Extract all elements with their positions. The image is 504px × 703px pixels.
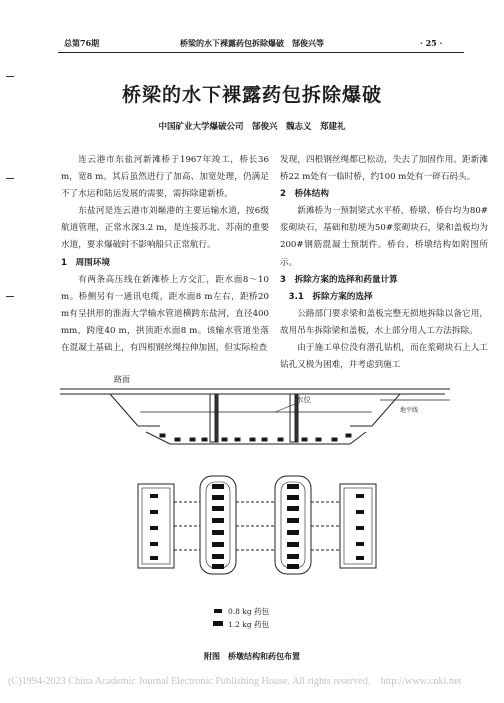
- margin-mark: [6, 76, 14, 77]
- copyright-footer: (C)1994-2023 China Academic Journal Electronic Publishing House. All rights reserved. http://www.cnki.net: [8, 676, 462, 687]
- section-heading: 1 周围环境: [61, 257, 110, 268]
- plan-pier-2: [275, 476, 311, 574]
- section-heading: 3.1 拆除方案的选择: [288, 291, 373, 302]
- section-heading: 3 拆除方案的选择和药量计算: [280, 274, 398, 285]
- margin-mark: [6, 178, 14, 179]
- large-charge-icon: [213, 621, 223, 626]
- figure-caption: 附图 桥墩结构和药包布置: [204, 651, 300, 661]
- article-authors: 中国矿业大学爆破公司 郜俊兴 魏志义 郑建礼: [158, 122, 346, 132]
- left-column: [61, 152, 269, 357]
- paragraph: 有两条高压线在新滩桥上方交汇，距水面8～10 m。桥侧另有一通讯电缆，距水面8 m左右，距桥20 m有呈拱形的淮海大学输水管道横跨东盐河，直径400 mm，跨度40 m，拱顶距水面8 m。该输水管道坐落在混凝土基础上，有四根钢丝绳拉伸加固，但实际检查: [61, 274, 269, 354]
- header-running-title: 桥梁的水下裸露药包拆除爆破 郜俊兴等: [180, 38, 324, 48]
- paragraph: 新滩桥为一预制梁式水平桥，桥墩、桥台均为80#浆砌块石，基础和肋埂为50#浆砌块石，梁和盖板均为200#钢筋混凝土预制件。桥台、桥墩结构如附图所示。: [280, 206, 488, 268]
- header-page-number: · 25 ·: [420, 38, 443, 48]
- section-heading: 2 桥体结构: [280, 189, 329, 200]
- legend: [213, 606, 270, 629]
- article-title: 桥梁的水下裸露药包拆除爆破: [121, 84, 382, 106]
- header-rule: [58, 52, 464, 53]
- plan-pier-1: [200, 476, 236, 574]
- margin-mark: [6, 296, 14, 297]
- left-abutment-slope: [60, 394, 160, 426]
- right-column: [280, 152, 488, 374]
- paragraph: 东盐河是连云港市刘巅港的主要运输水道，按6级航道管理，正常水深3.2 m，是连接苏北、苏南的重要水道，要求爆破时不影响船只正常航行。: [61, 206, 269, 251]
- paragraph: 连云港市东盐河新滩桥于1967年竣工，桥长36 m，宽8 m。其后虽然进行了加高、加宽处理，仍满足不了水运和陆运发展的需要，需拆除建新桥。: [61, 155, 269, 200]
- small-charge-icon: [214, 609, 222, 613]
- bridge-figure: [50, 364, 460, 644]
- water-label: 水位: [296, 395, 311, 404]
- paragraph: 公路部门要求梁和盖板完整无损地拆除以备它用，故用吊车拆除梁和盖板，水上部分用人工方法拆除。: [280, 308, 488, 336]
- paragraph: 发现，四根钢丝绳都已松动，失去了加固作用。距新滩桥22 m处有一临时桥，约100 m处有一碎石码头。: [280, 155, 488, 183]
- legend-large: 1.2 kg 药包: [228, 620, 270, 629]
- legend-small: 0.8 kg 药包: [228, 607, 270, 616]
- header-issue: 总第76期: [64, 38, 100, 48]
- right-abutment-slope: [350, 394, 445, 426]
- paragraph: 由于施工单位没有潜孔钻机，而在浆砌块石上人工钻孔又极为困难，并考虑到施工: [280, 343, 488, 371]
- rope-label: 地平线: [400, 407, 419, 414]
- elevation-charges: [160, 434, 351, 441]
- road-label: 路面: [114, 375, 130, 384]
